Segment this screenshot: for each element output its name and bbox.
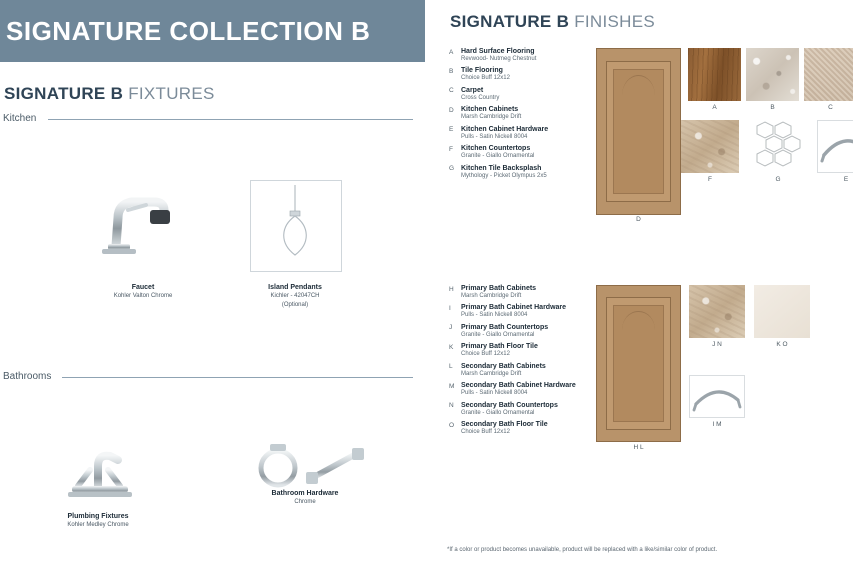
legend-name: Kitchen Tile Backsplash	[461, 164, 542, 172]
legend-key: H	[449, 285, 454, 293]
legend-item	[449, 343, 609, 358]
fixtures-heading-bold: SIGNATURE B	[4, 84, 124, 103]
legend-name: Secondary Bath Countertops	[461, 401, 558, 409]
fixture-caption-pendants	[245, 283, 345, 309]
swatch-label-jn: J N	[712, 341, 722, 348]
legend-name: Secondary Bath Floor Tile	[461, 421, 548, 429]
section-rule-bathrooms	[62, 377, 413, 378]
fixtures-heading-light: FIXTURES	[128, 84, 215, 103]
fixtures-heading	[4, 84, 215, 104]
swatch-bath-floor-tile	[754, 285, 810, 338]
legend-item	[449, 145, 609, 160]
legend-key: K	[449, 343, 454, 351]
legend-item	[449, 165, 609, 180]
fixture-note-pendants: (Optional)	[281, 301, 309, 308]
cabinet-arch-detail	[622, 75, 655, 96]
fixture-detail-plumbing: Kohler Medley Chrome	[67, 522, 129, 529]
legend-desc: Granite - Giallo Ornamental	[461, 409, 535, 416]
fixture-detail-pendants: Kichler - 42047CH	[270, 293, 320, 300]
cabinet-inner-frame	[606, 297, 671, 430]
legend-key: D	[449, 106, 454, 114]
legend-name: Tile Flooring	[461, 67, 503, 75]
swatch-hard-surface-flooring	[688, 48, 741, 101]
legend-name: Primary Bath Floor Tile	[461, 343, 538, 351]
fixture-name-faucet: Faucet	[131, 284, 155, 291]
legend-desc: Mythology - Picket Olympus 2x5	[461, 172, 547, 179]
fixture-name-plumbing: Plumbing Fixtures	[67, 513, 129, 520]
legend-name: Primary Bath Cabinet Hardware	[461, 304, 567, 312]
legend-item	[449, 363, 609, 378]
faucet-illustration	[88, 188, 198, 260]
swatch-label-c: C	[828, 104, 833, 111]
legend-key: E	[449, 126, 454, 134]
fixture-name-hardware: Bathroom Hardware	[271, 490, 339, 497]
legend-item	[449, 324, 609, 339]
legend-key: G	[449, 165, 455, 173]
legend-key: L	[449, 363, 453, 371]
swatch-tile-flooring	[746, 48, 799, 101]
legend-item	[449, 87, 609, 102]
section-rule-kitchen	[48, 119, 413, 120]
swatch-label-ko: K O	[776, 341, 788, 348]
legend-item	[449, 48, 609, 63]
cabinet-arch-detail	[622, 311, 655, 330]
fixture-caption-faucet	[88, 283, 198, 301]
legend-desc: Granite - Giallo Ornamental	[461, 153, 535, 160]
legend-desc: Revwood- Nutmeg Chestnut	[461, 56, 537, 63]
legend-name: Kitchen Countertops	[461, 145, 531, 153]
legend-key: C	[449, 87, 454, 95]
legend-item	[449, 67, 609, 82]
bathroom-hardware-illustration	[248, 442, 368, 490]
finishes-heading-light: FINISHES	[574, 12, 655, 31]
swatch-label-d: D	[636, 216, 641, 223]
legend-desc: Cross Country	[461, 94, 500, 101]
swatch-label-hl: H L	[633, 444, 644, 451]
legend-item	[449, 106, 609, 121]
swatch-label-b: B	[770, 104, 775, 111]
legend-desc: Pulls - Satin Nickell 8004	[461, 390, 528, 397]
right-panel	[425, 0, 853, 569]
plumbing-fixture-illustration	[58, 440, 138, 502]
cabinet-inner-panel	[613, 69, 663, 194]
legend-name: Hard Surface Flooring	[461, 48, 535, 55]
legend-desc: Marsh Cambridge Drift	[461, 370, 522, 377]
legend-desc: Choice Buff 12x12	[461, 429, 510, 436]
legend-name: Secondary Bath Cabinets	[461, 362, 546, 370]
legend-item	[449, 402, 609, 417]
legend-key: O	[449, 421, 455, 429]
legend-item	[449, 304, 609, 319]
cabinet-inner-frame	[606, 61, 671, 203]
legend-name: Primary Bath Cabinets	[461, 285, 537, 292]
legend-desc: Choice Buff 12x12	[461, 351, 510, 358]
legend-key: A	[449, 48, 454, 56]
swatch-tile-backsplash	[749, 120, 807, 173]
legend-desc: Marsh Cambridge Drift	[461, 293, 522, 300]
swatch-bath-cabinet-hardware	[689, 375, 745, 418]
swatch-bath-countertop	[689, 285, 745, 338]
bath-cabinet-sample	[596, 285, 681, 442]
swatch-label-a: A	[712, 104, 717, 111]
legend-key: J	[449, 324, 453, 332]
swatch-kitchen-countertop	[681, 120, 739, 173]
legend-desc: Pulls - Satin Nickell 8004	[461, 133, 528, 140]
legend-desc: Pulls - Satin Nickell 8004	[461, 312, 528, 319]
pendant-illustration	[251, 181, 339, 269]
fixture-caption-plumbing	[48, 512, 148, 530]
disclaimer-footnote: *If a color or product becomes unavailable, product will be replaced with a like/similar color of product.	[447, 547, 718, 553]
legend-name: Primary Bath Countertops	[461, 323, 549, 331]
legend-name: Carpet	[461, 86, 484, 94]
legend-key: B	[449, 67, 454, 75]
legend-key: F	[449, 145, 453, 153]
legend-name: Kitchen Cabinets	[461, 106, 519, 114]
legend-key: M	[449, 382, 455, 390]
legend-item	[449, 421, 609, 436]
section-label-bathrooms: Bathrooms	[3, 371, 52, 382]
legend-desc: Marsh Cambridge Drift	[461, 114, 522, 121]
legend-name: Kitchen Cabinet Hardware	[461, 125, 549, 133]
section-label-kitchen: Kitchen	[3, 113, 37, 124]
fixture-detail-hardware: Chrome	[294, 499, 316, 506]
bath-finishes-legend	[449, 285, 609, 441]
swatch-label-f: F	[708, 176, 712, 183]
legend-item	[449, 382, 609, 397]
kitchen-cabinet-sample	[596, 48, 681, 215]
left-panel	[0, 0, 425, 569]
swatch-label-im: I M	[712, 421, 722, 428]
fixture-name-pendants: Island Pendants	[268, 284, 322, 291]
legend-desc: Choice Buff 12x12	[461, 75, 510, 82]
finishes-heading	[450, 12, 655, 32]
legend-key: I	[449, 304, 451, 312]
swatch-label-g: G	[775, 176, 781, 183]
kitchen-finishes-legend	[449, 48, 609, 184]
legend-name: Secondary Bath Cabinet Hardware	[461, 382, 576, 390]
legend-key: N	[449, 402, 454, 410]
legend-item	[449, 126, 609, 141]
page-title: SIGNATURE COLLECTION B	[6, 15, 371, 46]
fixture-caption-hardware	[250, 489, 360, 507]
legend-item	[449, 285, 609, 300]
swatch-carpet	[804, 48, 853, 101]
legend-desc: Granite - Giallo Ornamental	[461, 331, 535, 338]
cabinet-inner-panel	[613, 305, 663, 422]
swatch-label-e: E	[843, 176, 849, 183]
swatch-kitchen-cabinet-hardware	[817, 120, 853, 173]
finishes-heading-bold: SIGNATURE B	[450, 12, 570, 31]
fixture-detail-faucet: Kohler Valton Chrome	[113, 293, 173, 300]
collection-title-bar	[0, 0, 425, 62]
island-pendant-frame	[250, 180, 342, 272]
